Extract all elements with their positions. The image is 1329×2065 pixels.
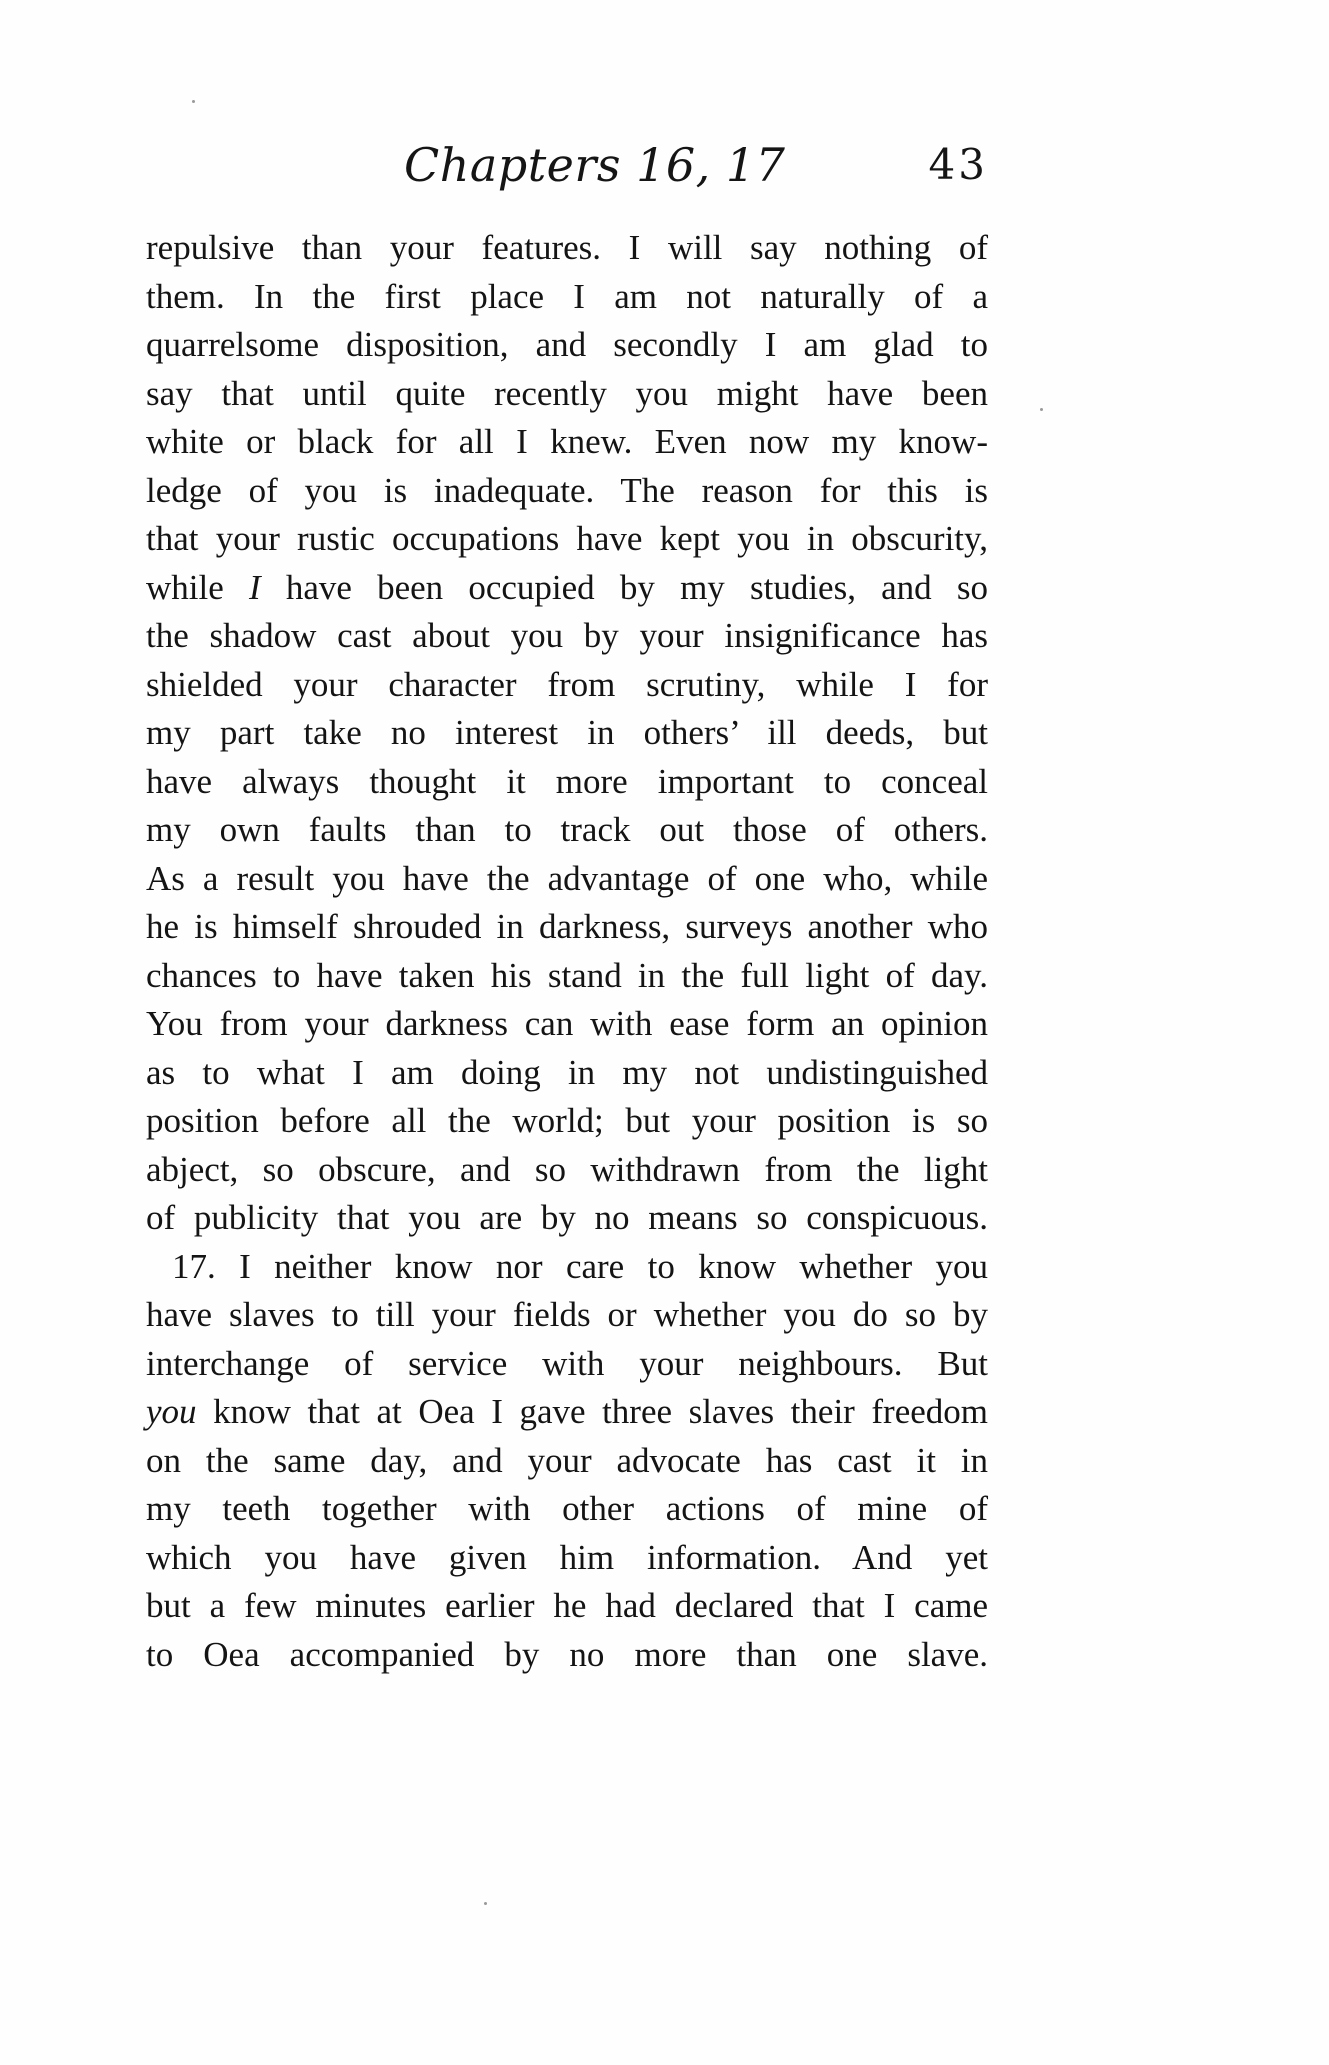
text-line: which you have given him information. And yet — [146, 1537, 988, 1577]
text-run: have been occupied by my studies, and so — [260, 567, 989, 607]
text-run: know that at Oea I gave three slaves their freedom — [196, 1392, 988, 1431]
text-line: have always thought it more important to conceal — [146, 761, 988, 801]
paper-speck — [192, 100, 195, 103]
text-line: white or black for all I knew. Even now my know- — [146, 422, 988, 461]
text-line: chances to have taken his stand in the full light of day. — [146, 955, 988, 995]
text-line: ledge of you is inadequate. The reason for this is — [146, 470, 988, 510]
text-line: position before all the world; but your position is so — [146, 1101, 988, 1140]
text-run: while — [146, 567, 249, 607]
text-line: my part take no interest in others’ ill deeds, but — [146, 713, 988, 752]
text-line: say that until quite recently you might have been — [146, 373, 988, 413]
paper-speck — [484, 1902, 487, 1905]
text-line: As a result you have the advantage of one who, while — [146, 858, 988, 898]
text-line: of publicity that you are by no means so conspicuous. — [146, 1198, 988, 1237]
text-line: he is himself shrouded in darkness, surveys another who — [146, 907, 988, 946]
body-text — [146, 224, 988, 1679]
text-line: as to what I am doing in my not undistinguished — [146, 1052, 988, 1092]
text-line: but a few minutes earlier he had declared that I came — [146, 1586, 988, 1625]
text-line — [146, 1388, 988, 1437]
text-line: quarrelsome disposition, and secondly I am glad to — [146, 325, 988, 364]
text-line: shielded your character from scrutiny, while I for — [146, 664, 988, 704]
text-line: them. In the first place I am not naturally of a — [146, 276, 988, 316]
text-line: on the same day, and your advocate has cast it in — [146, 1440, 988, 1480]
text-line — [146, 564, 988, 613]
section-17-start-line: 17. I neither know nor care to know whether you — [172, 1246, 988, 1286]
text-line: the shadow cast about you by your insignificance has — [146, 616, 988, 655]
running-head — [146, 134, 988, 204]
text-line: my teeth together with other actions of mine of — [146, 1489, 988, 1528]
running-title: Chapters 16, 17 — [404, 138, 786, 192]
paper-speck — [1040, 408, 1043, 411]
page-number: 43 — [928, 140, 988, 189]
text-line: You from your darkness can with ease form an opinion — [146, 1004, 988, 1043]
text-line: abject, so obscure, and so withdrawn from the light — [146, 1149, 988, 1189]
text-line: interchange of service with your neighbours. But — [146, 1343, 988, 1383]
text-line: repulsive than your features. I will say nothing of — [146, 228, 988, 267]
italic-emphasis: you — [146, 1392, 197, 1431]
text-line: have slaves to till your fields or whether you do so by — [146, 1295, 988, 1334]
text-line: that your rustic occupations have kept you in obscurity, — [146, 519, 988, 558]
text-line: to Oea accompanied by no more than one slave. — [146, 1634, 988, 1674]
italic-emphasis: I — [248, 567, 261, 607]
text-line: my own faults than to track out those of others. — [146, 810, 988, 849]
